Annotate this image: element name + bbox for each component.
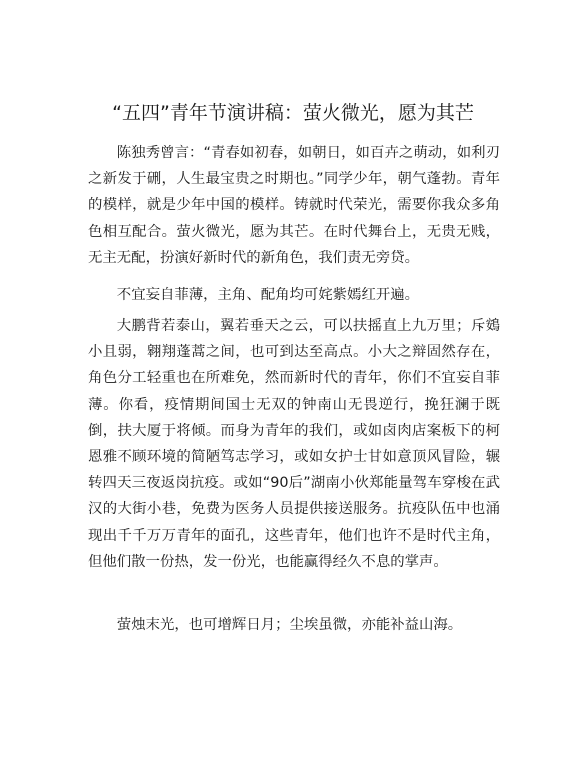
paragraph-examples: 大鹏背若泰山，翼若垂天之云，可以扶摇直上九万里；斥鴳小且弱，翱翔蓬蒿之间，也可到达至高点。小大之辩固然存在，角色分工轻重也在所难免，然而新时代的青年，你们不宜妄自菲薄。你看，疫情期间国士无双的钟南山无畏逆行，挽狂澜于既倒，扶大厦于将倾。而身为青年的我们，或如卤肉店案板下的柯恩雅不顾环境的简陋笃志学习，或如女护士甘如意顶风冒险，辗转四天三夜返岗抗疫。或如“90后”湖南小伙郑能量驾车穿梭在武汉的大街小巷，免费为医务人员提供接送服务。抗疫队伍中也涌现出千千万万青年的面孔，这些青年，他们也许不是时代主角，但他们散一份热，发一份光，也能赢得经久不息的掌声。 [88, 318, 500, 570]
document-title: “五四”青年节演讲稿：萤火微光，愿为其芒 [112, 102, 474, 124]
paragraph-intro: 陈独秀曾言：“青春如初春，如朝日，如百卉之萌动，如利刃之新发于硎，人生最宝贵之时期也。”同学少年，朝气蓬勃。青年的模样，就是少年中国的模样。铸就时代荣光，需要你我众多角色相互配合。萤火微光，愿为其芒。在时代舞台上，无贵无贱，无主无配，扮演好新时代的新角色，我们责无旁贷。 [88, 145, 500, 266]
paragraph-thesis: 不宜妄自菲薄，主角、配角均可姹紫嫣红开遍。 [116, 287, 420, 303]
paragraph-conclusion: 萤烛末光，也可增辉日月；尘埃虽微，亦能补益山海。 [116, 617, 463, 633]
